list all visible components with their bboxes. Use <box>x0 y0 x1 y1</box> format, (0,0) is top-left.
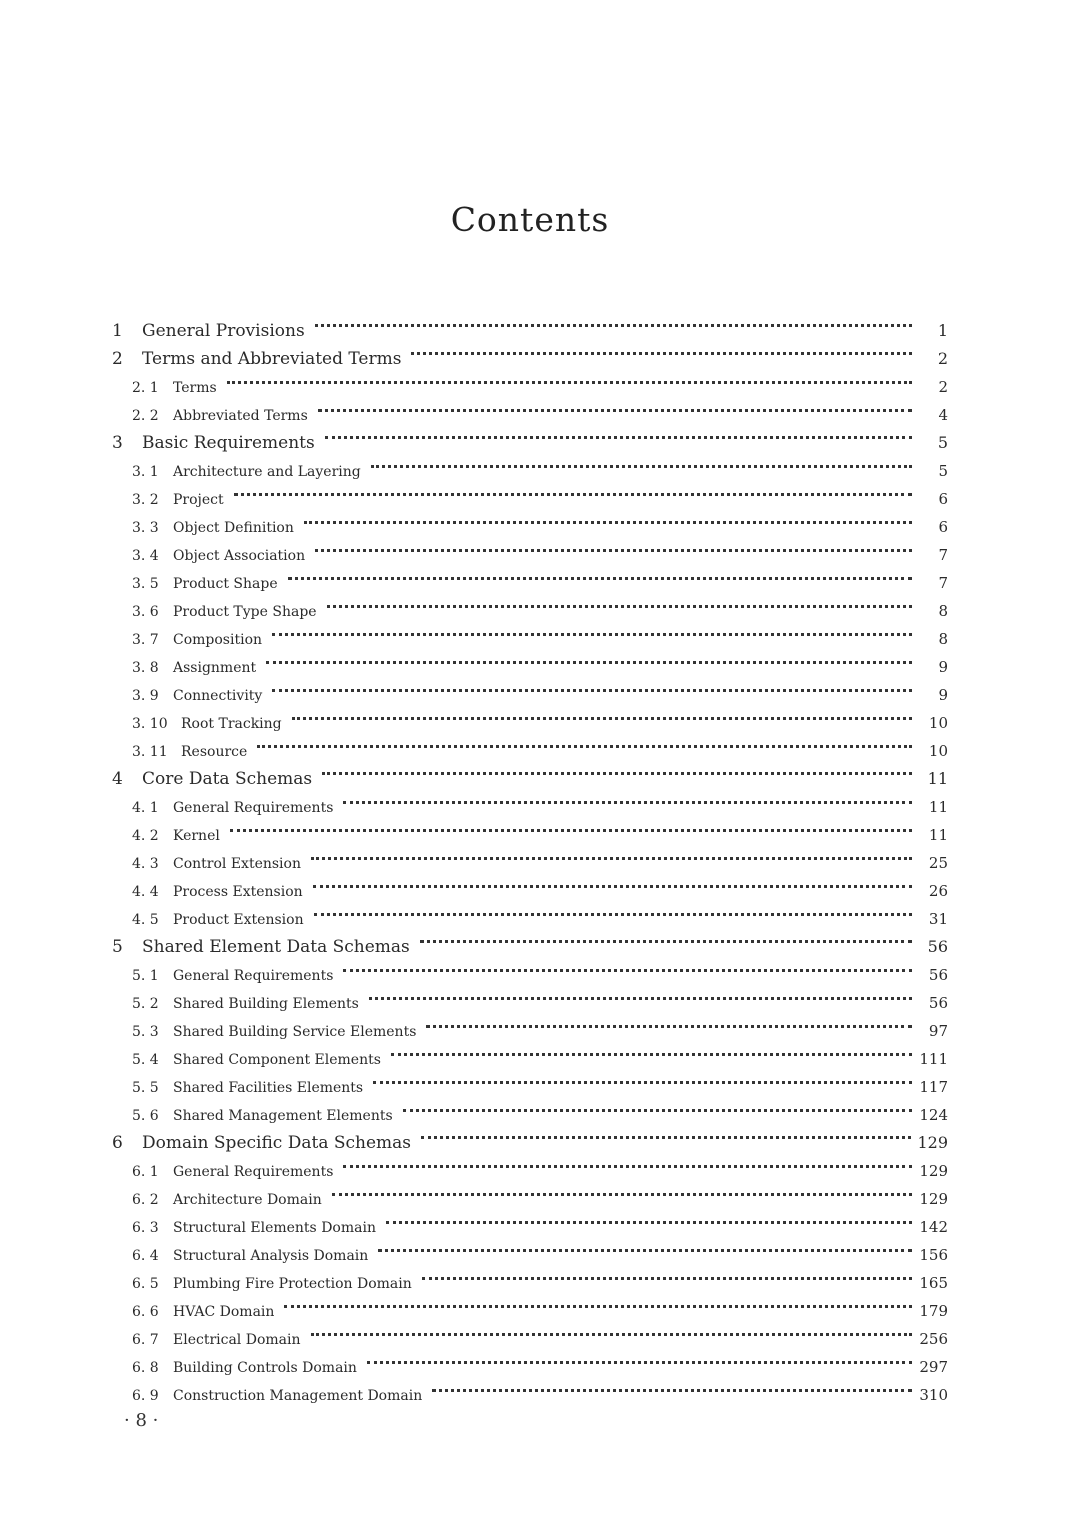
toc-entry-page: 124 <box>919 1106 948 1124</box>
toc-entry-title: Product Extension <box>173 912 304 928</box>
toc-dot-leader <box>311 840 912 868</box>
toc-dot-leader <box>313 868 912 896</box>
toc-entry-page: 9 <box>938 686 948 704</box>
toc-dot-leader <box>373 1064 912 1092</box>
toc-entry-title: Shared Element Data Schemas <box>142 937 410 957</box>
toc-entry-page: 5 <box>938 462 948 480</box>
toc-dot-leader <box>288 560 912 588</box>
toc-dot-leader <box>369 980 912 1008</box>
toc-entry-page: 6 <box>938 490 948 508</box>
toc-entry-number: 3. 10 <box>132 716 168 732</box>
toc-entry-title: HVAC Domain <box>173 1304 275 1320</box>
toc-entry-title: Assignment <box>173 660 257 676</box>
toc-dot-leader <box>386 1204 912 1232</box>
toc-entry-page: 2 <box>938 378 948 396</box>
toc-entry-title: Domain Specific Data Schemas <box>142 1133 412 1153</box>
toc-dot-leader <box>311 1316 912 1344</box>
toc-entry-title: Object Association <box>173 548 306 564</box>
toc-section-entry[interactable] <box>112 812 948 844</box>
toc-entry-title: General Requirements <box>173 800 334 816</box>
toc-dot-leader <box>391 1036 912 1064</box>
toc-entry-number: 1 <box>112 321 123 341</box>
toc-entry-page: 97 <box>928 1022 948 1040</box>
toc-entry-number: 6. 7 <box>132 1332 159 1348</box>
toc-entry-title: Resource <box>181 744 248 760</box>
toc-entry-page: 2 <box>937 349 948 368</box>
toc-entry-number: 4 <box>112 769 123 789</box>
toc-entry-title: Building Controls Domain <box>173 1360 357 1376</box>
toc-entry-number: 6. 4 <box>132 1248 159 1264</box>
toc-entry-number: 5. 5 <box>132 1080 159 1096</box>
toc-entry-number: 4. 4 <box>132 884 159 900</box>
toc-entry-title: Shared Component Elements <box>173 1052 381 1068</box>
toc-entry-page: 129 <box>919 1190 948 1208</box>
toc-entry-page: 1 <box>937 321 948 340</box>
toc-entry-page: 25 <box>928 854 948 872</box>
toc-dot-leader <box>367 1344 912 1372</box>
toc-dot-leader <box>272 672 912 700</box>
toc-entry-number: 3. 5 <box>132 576 159 592</box>
toc-entry-page: 8 <box>938 602 948 620</box>
toc-entry-number: 5. 3 <box>132 1024 159 1040</box>
toc-entry-number: 6. 9 <box>132 1388 159 1404</box>
toc-entry-number: 3. 3 <box>132 520 159 536</box>
toc-entry-title: Product Type Shape <box>173 604 317 620</box>
toc-entry-number: 3. 4 <box>132 548 159 564</box>
toc-dot-leader <box>322 756 912 784</box>
toc-entry-page: 10 <box>928 742 948 760</box>
toc-entry-page: 129 <box>917 1133 948 1152</box>
toc-dot-leader <box>304 504 912 532</box>
toc-entry-page: 7 <box>938 574 948 592</box>
toc-entry-number: 4. 5 <box>132 912 159 928</box>
toc-entry-title: Terms <box>173 380 217 396</box>
toc-entry-title: Abbreviated Terms <box>173 408 308 424</box>
toc-dot-leader <box>426 1008 912 1036</box>
toc-entry-number: 3. 7 <box>132 632 159 648</box>
toc-entry-title: Product Shape <box>173 576 278 592</box>
toc-entry-title: Project <box>173 492 224 508</box>
toc-entry-title: General Requirements <box>173 1164 334 1180</box>
toc-entry-page: 11 <box>928 798 948 816</box>
toc-dot-leader <box>420 924 912 952</box>
toc-entry-page: 56 <box>927 937 948 956</box>
toc-entry-title: Process Extension <box>173 884 303 900</box>
toc-entry-page: 11 <box>928 826 948 844</box>
toc-entry-page: 256 <box>919 1330 948 1348</box>
toc-entry-page: 56 <box>928 966 948 984</box>
toc-dot-leader <box>343 784 912 812</box>
toc-dot-leader <box>371 448 912 476</box>
toc-entry-title: General Provisions <box>142 321 305 341</box>
toc-dot-leader <box>327 588 912 616</box>
toc-entry-number: 6. 1 <box>132 1164 159 1180</box>
toc-entry-number: 4. 3 <box>132 856 159 872</box>
toc-entry-number: 3. 1 <box>132 464 159 480</box>
toc-entry-title: Basic Requirements <box>142 433 315 453</box>
toc-entry-title: Shared Management Elements <box>173 1108 393 1124</box>
toc-dot-leader <box>318 392 912 420</box>
toc-dot-leader <box>272 616 912 644</box>
toc-entry-number: 2. 1 <box>132 380 159 396</box>
toc-dot-leader <box>422 1260 912 1288</box>
toc-entry-number: 5. 2 <box>132 996 159 1012</box>
toc-entry-title: Composition <box>173 632 263 648</box>
toc-entry-number: 5. 6 <box>132 1108 159 1124</box>
toc-section-entry[interactable] <box>112 392 948 424</box>
toc-entry-title: Structural Elements Domain <box>173 1220 376 1236</box>
toc-dot-leader <box>343 952 912 980</box>
toc-dot-leader <box>343 1148 912 1176</box>
toc-entry-title: Core Data Schemas <box>142 769 313 789</box>
toc-section-entry[interactable] <box>112 476 948 508</box>
toc-entry-number: 3. 9 <box>132 688 159 704</box>
toc-entry-title: Object Definition <box>173 520 294 536</box>
toc-entry-number: 6 <box>112 1133 123 1153</box>
toc-dot-leader <box>432 1372 912 1400</box>
toc-entry-page: 11 <box>927 769 948 788</box>
toc-entry-title: Terms and Abbreviated Terms <box>142 349 402 369</box>
toc-dot-leader <box>227 364 912 392</box>
toc-entry-number: 6. 8 <box>132 1360 159 1376</box>
toc-entry-page: 6 <box>938 518 948 536</box>
toc-entry-title: Control Extension <box>173 856 301 872</box>
toc-entry-page: 4 <box>938 406 948 424</box>
toc-entry-number: 2 <box>112 349 123 369</box>
toc-entry-number: 6. 5 <box>132 1276 159 1292</box>
toc-entry-page: 179 <box>919 1302 948 1320</box>
toc-entry-number: 2. 2 <box>132 408 159 424</box>
toc-entry-number: 3 <box>112 433 123 453</box>
toc-entry-number: 5. 4 <box>132 1052 159 1068</box>
toc-entry-number: 6. 2 <box>132 1192 159 1208</box>
toc-entry-page: 31 <box>928 910 948 928</box>
toc-section-entry[interactable] <box>112 364 948 396</box>
toc-entry-title: Plumbing Fire Protection Domain <box>173 1276 412 1292</box>
toc-entry-page: 111 <box>919 1050 948 1068</box>
toc-entry-page: 129 <box>919 1162 948 1180</box>
toc-section-entry[interactable] <box>112 840 948 872</box>
toc-entry-page: 10 <box>928 714 948 732</box>
toc-entry-page: 8 <box>938 630 948 648</box>
page-title: Contents <box>450 200 610 239</box>
toc-entry-title: Construction Management Domain <box>173 1388 423 1404</box>
toc-entry-number: 6. 6 <box>132 1304 159 1320</box>
toc-entry-number: 4. 2 <box>132 828 159 844</box>
toc-entry-page: 5 <box>937 433 948 452</box>
toc-dot-leader <box>234 476 912 504</box>
toc-entry-page: 310 <box>919 1386 948 1404</box>
page-number: · 8 · <box>124 1410 159 1431</box>
toc-entry-number: 3. 6 <box>132 604 159 620</box>
toc-entry-title: Root Tracking <box>181 716 282 732</box>
toc-dot-leader <box>332 1176 912 1204</box>
toc-entry-number: 3. 2 <box>132 492 159 508</box>
toc-entry-page: 297 <box>919 1358 948 1376</box>
toc-entry-number: 3. 8 <box>132 660 159 676</box>
toc-dot-leader <box>315 532 912 560</box>
toc-dot-leader <box>266 644 912 672</box>
toc-entry-title: Structural Analysis Domain <box>173 1248 369 1264</box>
toc-entry-page: 7 <box>938 546 948 564</box>
toc-entry-title: Architecture Domain <box>173 1192 322 1208</box>
toc-dot-leader <box>315 308 912 336</box>
toc-dot-leader <box>257 728 912 756</box>
toc-entry-title: Shared Building Elements <box>173 996 359 1012</box>
toc-dot-leader <box>230 812 912 840</box>
toc-entry-title: Electrical Domain <box>173 1332 301 1348</box>
toc-entry-page: 9 <box>938 658 948 676</box>
toc-entry-title: Connectivity <box>173 688 263 704</box>
toc-dot-leader <box>284 1288 912 1316</box>
toc-entry-title: General Requirements <box>173 968 334 984</box>
toc-dot-leader <box>292 700 912 728</box>
table-of-contents <box>112 308 948 1404</box>
toc-entry-page: 142 <box>919 1218 948 1236</box>
toc-section-entry[interactable] <box>112 504 948 536</box>
toc-dot-leader <box>314 896 912 924</box>
toc-entry-number: 5. 1 <box>132 968 159 984</box>
toc-entry-number: 3. 11 <box>132 744 168 760</box>
toc-dot-leader <box>411 336 912 364</box>
toc-entry-title: Shared Facilities Elements <box>173 1080 364 1096</box>
toc-entry-number: 6. 3 <box>132 1220 159 1236</box>
toc-entry-title: Shared Building Service Elements <box>173 1024 417 1040</box>
toc-entry-page: 26 <box>928 882 948 900</box>
toc-entry-title: Kernel <box>173 828 220 844</box>
toc-entry-page: 156 <box>919 1246 948 1264</box>
toc-dot-leader <box>378 1232 912 1260</box>
toc-entry-number: 4. 1 <box>132 800 159 816</box>
toc-entry-page: 165 <box>919 1274 948 1292</box>
toc-entry-page: 117 <box>919 1078 948 1096</box>
toc-entry-title: Architecture and Layering <box>173 464 361 480</box>
toc-entry-number: 5 <box>112 937 123 957</box>
toc-chapter-entry[interactable] <box>112 308 948 341</box>
toc-dot-leader <box>325 420 912 448</box>
toc-entry-page: 56 <box>928 994 948 1012</box>
toc-dot-leader <box>403 1092 912 1120</box>
toc-dot-leader <box>421 1120 911 1148</box>
